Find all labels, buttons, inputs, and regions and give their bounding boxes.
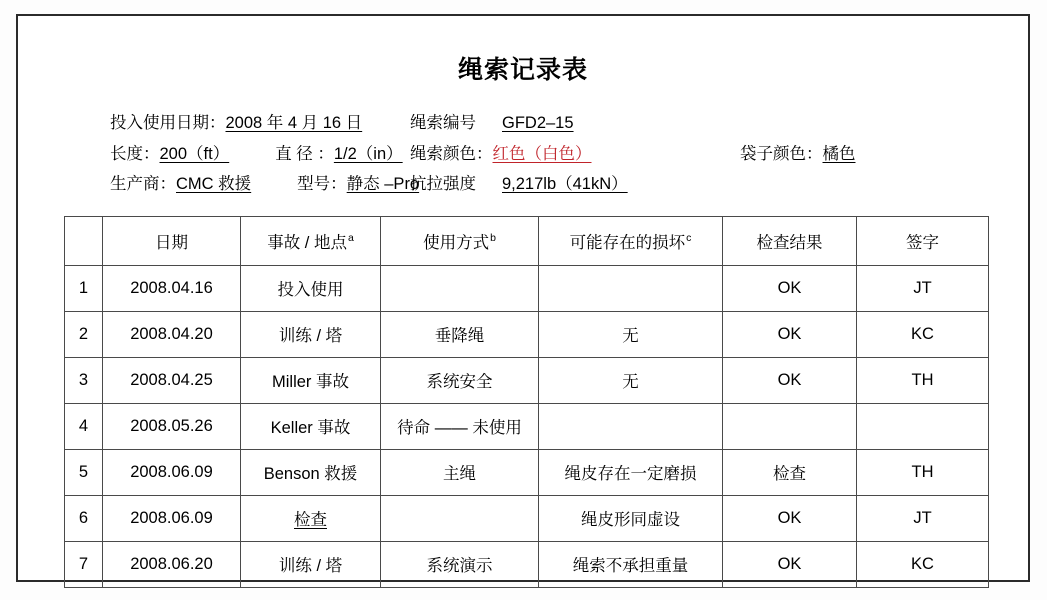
cell-result: OK [723, 357, 857, 403]
cell-date: 2008.04.20 [103, 311, 241, 357]
cell-index: 7 [65, 541, 103, 587]
value-manufacturer: CMC 救援 [176, 175, 252, 194]
col-header-damage-label: 可能存在的损坏 [569, 233, 686, 252]
cell-incident: Benson 救援 [241, 449, 381, 495]
value-bag-color: 橘色 [822, 144, 856, 163]
col-header-signature-label: 签字 [906, 233, 939, 252]
footnote-marker-a: a [347, 232, 354, 245]
value-tensile-strength: 9,217lb（41kN） [502, 175, 628, 194]
rope-log-table [64, 216, 989, 588]
cell-damage [539, 403, 723, 449]
cell-damage: 绳索不承担重量 [539, 541, 723, 587]
cell-damage: 无 [539, 311, 723, 357]
col-header-incident-label: 事故 / 地点 [267, 233, 347, 252]
cell-date: 2008.06.09 [103, 449, 241, 495]
value-length: 200（ft） [159, 144, 230, 163]
value-rope-id: GFD2–15 [502, 114, 574, 132]
table-header [65, 216, 989, 265]
cell-index: 4 [65, 403, 103, 449]
table-row [65, 495, 989, 541]
field-rope-id [410, 108, 740, 139]
cell-signature: TH [857, 357, 989, 403]
table-row [65, 541, 989, 587]
cell-date: 2008.04.16 [103, 265, 241, 311]
label-date-in-service: 投入使用日期： [110, 114, 226, 132]
label-diameter: 直 径 ： [275, 144, 334, 163]
cell-result: 检查 [723, 449, 857, 495]
field-date-in-service [110, 108, 410, 139]
cell-index: 1 [65, 265, 103, 311]
cell-date: 2008.06.09 [103, 495, 241, 541]
col-header-result-label: 检查结果 [756, 233, 823, 252]
field-tensile-strength [410, 169, 740, 200]
label-length: 长度： [110, 144, 160, 163]
footnote-marker-c: c [686, 232, 692, 245]
cell-index: 3 [65, 357, 103, 403]
label-bag-color: 袋子颜色： [740, 144, 823, 163]
table-row [65, 311, 989, 357]
table-row [65, 403, 989, 449]
table-row [65, 357, 989, 403]
cell-result: OK [723, 265, 857, 311]
col-header-usage [381, 216, 539, 265]
col-header-index [65, 216, 103, 265]
cell-damage: 绳皮存在一定磨损 [539, 449, 723, 495]
cell-result [723, 403, 857, 449]
cell-damage: 绳皮形同虚设 [539, 495, 723, 541]
label-rope-id: 绳索编号 [410, 114, 476, 132]
form-body [18, 16, 1028, 580]
label-model: 型号： [297, 175, 347, 194]
table-body [65, 265, 989, 587]
cell-signature [857, 403, 989, 449]
cell-index: 6 [65, 495, 103, 541]
cell-signature: KC [857, 311, 989, 357]
cell-incident: 训练 / 塔 [241, 541, 381, 587]
cell-usage [381, 265, 539, 311]
field-length-diameter [110, 139, 410, 170]
col-header-date-label: 日期 [155, 233, 188, 252]
cell-incident: 检查 [241, 495, 381, 541]
label-manufacturer: 生产商： [110, 175, 176, 194]
cell-incident: Keller 事故 [241, 403, 381, 449]
col-header-signature [857, 216, 989, 265]
cell-result: OK [723, 541, 857, 587]
cell-date: 2008.05.26 [103, 403, 241, 449]
cell-damage [539, 265, 723, 311]
cell-result: OK [723, 495, 857, 541]
table-header-row [65, 216, 989, 265]
cell-signature: TH [857, 449, 989, 495]
cell-incident: 训练 / 塔 [241, 311, 381, 357]
cell-date: 2008.04.25 [103, 357, 241, 403]
cell-usage: 主绳 [381, 449, 539, 495]
col-header-usage-label: 使用方式 [423, 233, 490, 252]
cell-usage [381, 495, 539, 541]
cell-signature: JT [857, 495, 989, 541]
cell-signature: JT [857, 265, 989, 311]
cell-result: OK [723, 311, 857, 357]
cell-signature: KC [857, 541, 989, 587]
value-rope-color: 红色（白色） [492, 144, 592, 163]
cell-usage: 系统安全 [381, 357, 539, 403]
form-sheet [16, 14, 1030, 582]
cell-usage: 待命 —— 未使用 [381, 403, 539, 449]
cell-incident: Miller 事故 [241, 357, 381, 403]
footnote-marker-b: b [490, 232, 496, 245]
value-diameter: 1/2（in） [333, 144, 403, 163]
table-row [65, 265, 989, 311]
cell-usage: 垂降绳 [381, 311, 539, 357]
header-meta-block [110, 108, 984, 200]
field-bag-color [740, 139, 856, 170]
cell-index: 2 [65, 311, 103, 357]
cell-index: 5 [65, 449, 103, 495]
label-rope-color: 绳索颜色： [410, 144, 493, 163]
col-header-damage [539, 216, 723, 265]
meta-row-3 [110, 169, 984, 200]
value-date-in-service: 2008 年 4 月 16 日 [225, 114, 363, 132]
value-model: 静态 –Pro [346, 175, 420, 194]
label-tensile-strength: 抗拉强度 [410, 175, 476, 194]
field-manufacturer-model [110, 169, 420, 200]
cell-usage: 系统演示 [381, 541, 539, 587]
meta-row-2 [110, 139, 984, 170]
cell-damage: 无 [539, 357, 723, 403]
col-header-result [723, 216, 857, 265]
field-rope-color [410, 139, 740, 170]
col-header-date [103, 216, 241, 265]
col-header-incident [241, 216, 381, 265]
cell-incident: 投入使用 [241, 265, 381, 311]
table-row [65, 449, 989, 495]
page-title: 绳索记录表 [457, 56, 588, 84]
cell-date: 2008.06.20 [103, 541, 241, 587]
meta-row-1 [110, 108, 984, 139]
